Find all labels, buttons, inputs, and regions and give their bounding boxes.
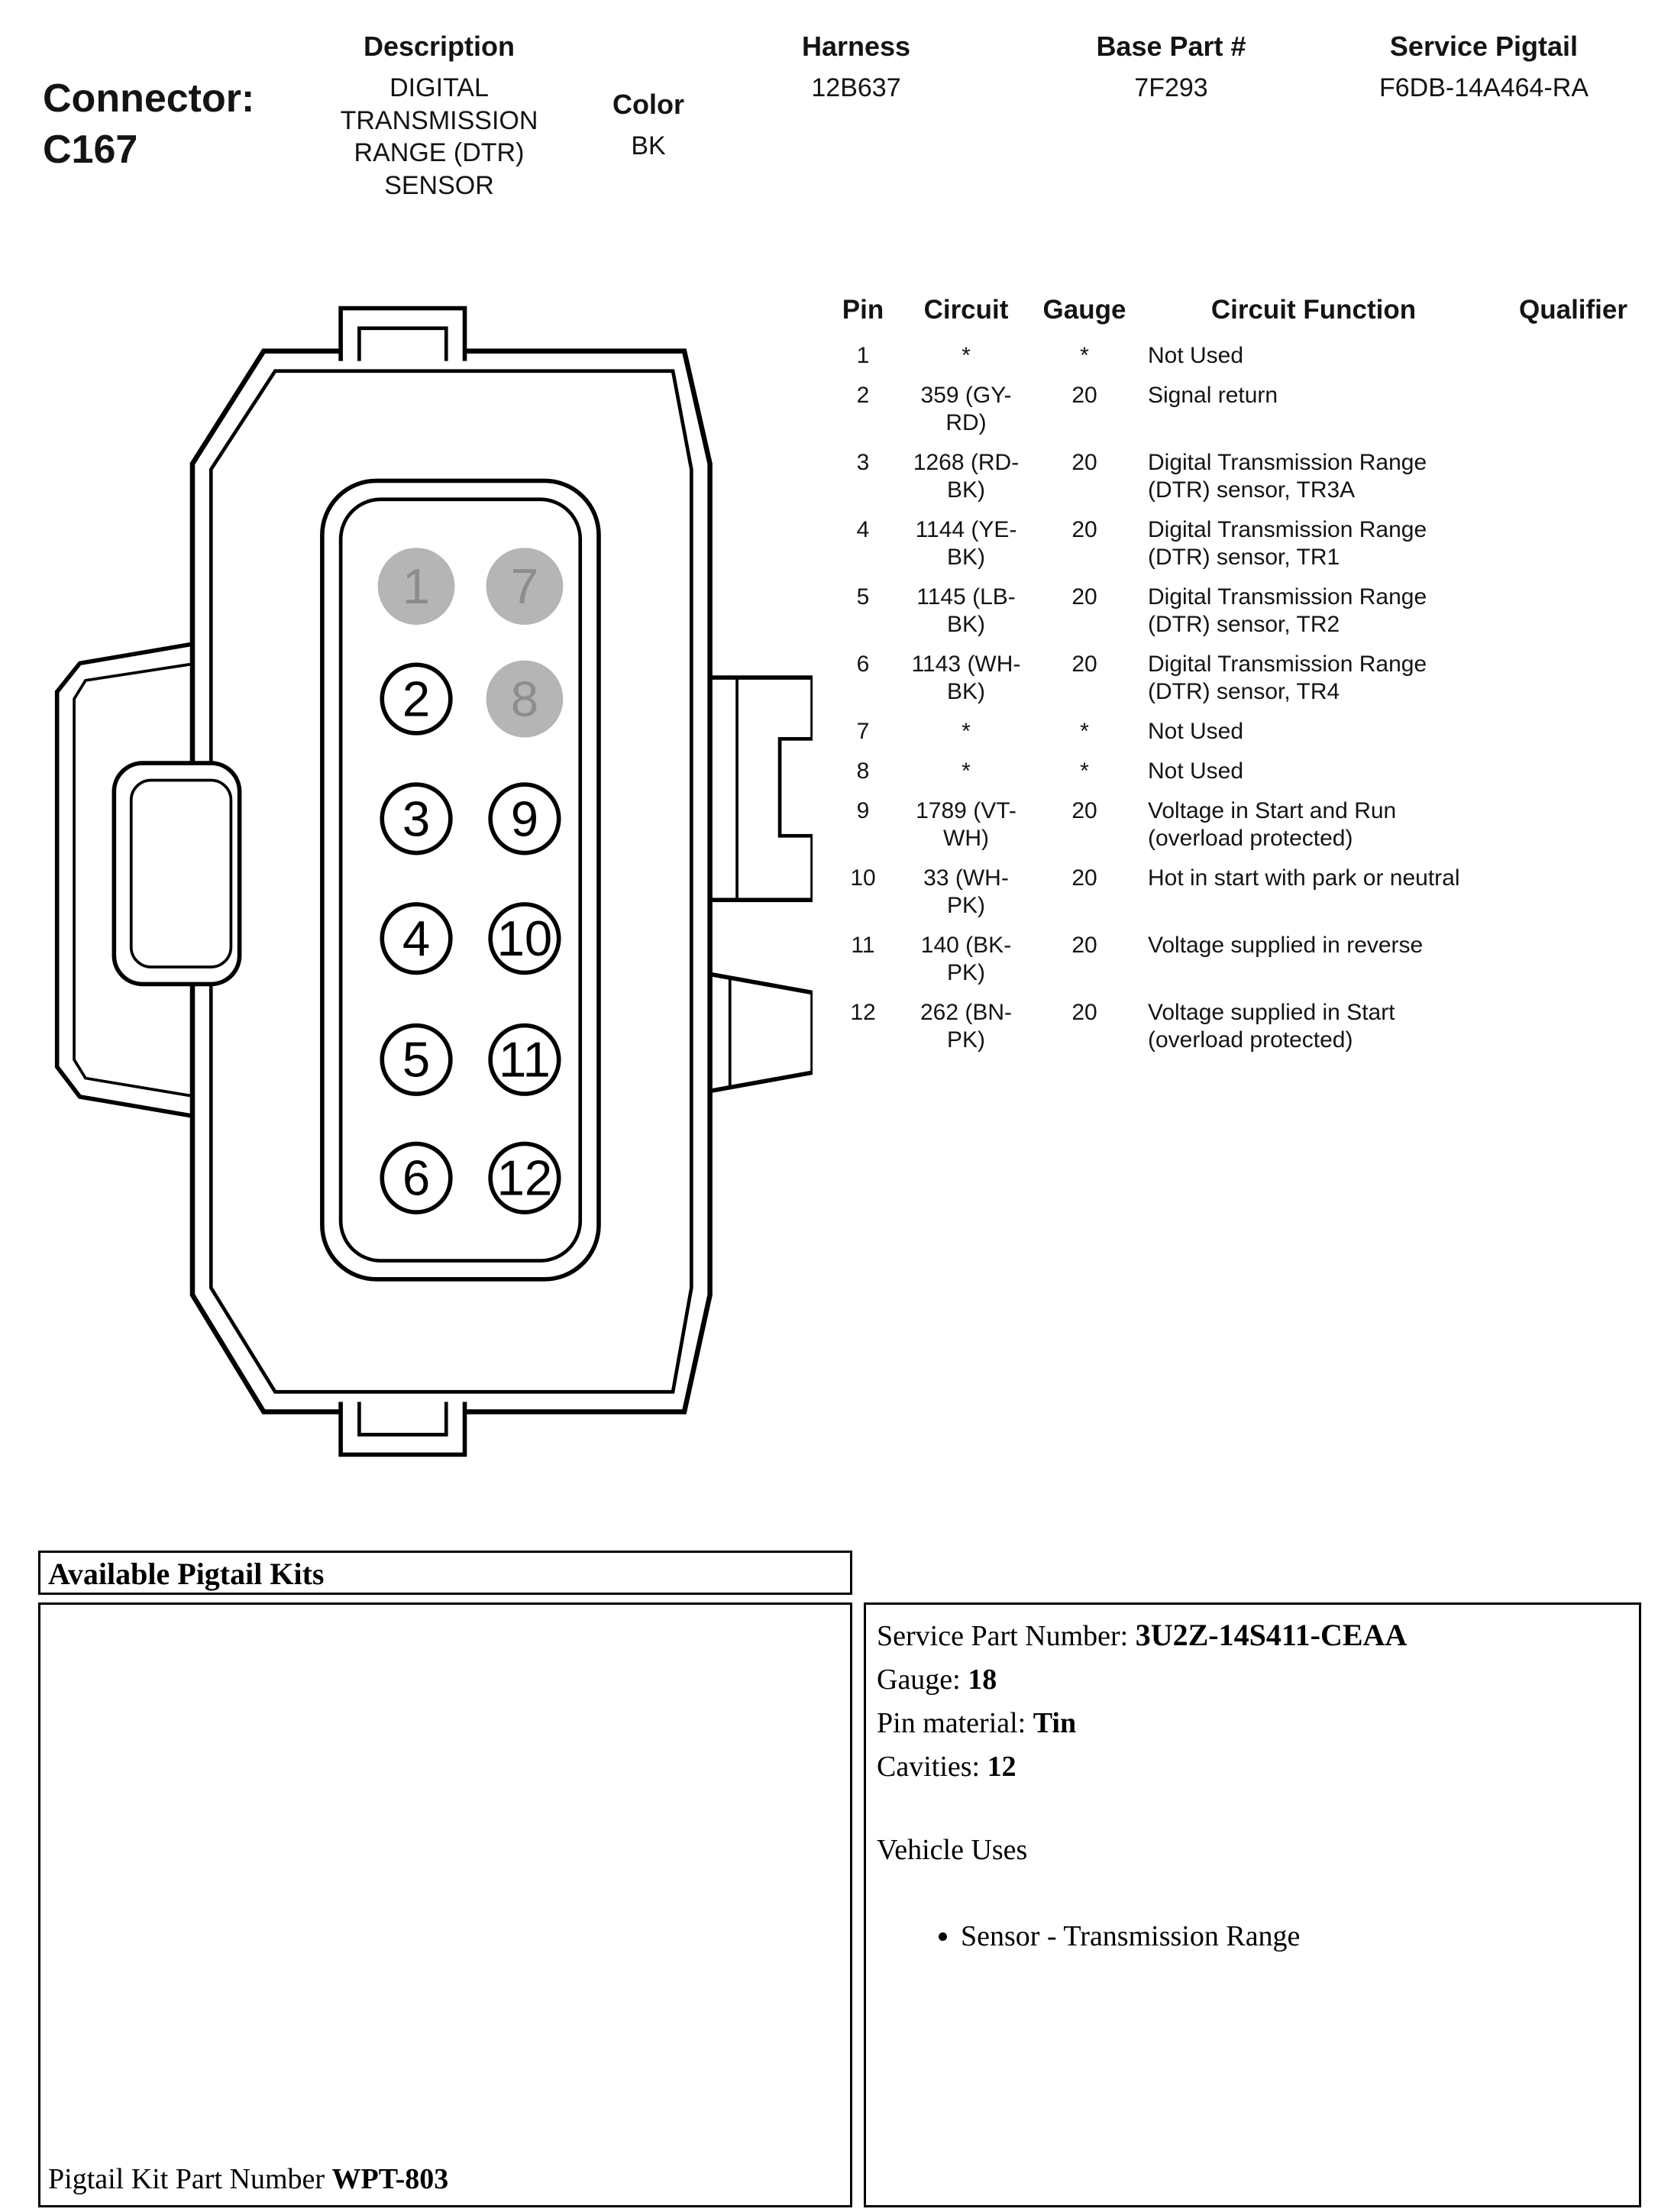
pigtail-kit-part-number-value: WPT-803 <box>331 2163 449 2195</box>
cell-pin: 7 <box>856 719 870 744</box>
base-part-label: Base Part # <box>1096 31 1246 62</box>
pin-table-row <box>836 577 1646 645</box>
pin-table-body <box>836 336 1646 1060</box>
pin-table <box>836 295 1646 1060</box>
service-pigtail-value: F6DB-14A464-RA <box>1378 73 1589 102</box>
harness-value: 12B637 <box>811 73 901 102</box>
cavities-line <box>877 1745 1628 1789</box>
pigtail-kit-panel <box>38 1602 852 2207</box>
pin-table-row <box>836 336 1646 376</box>
pin-table-row <box>836 510 1646 577</box>
cell-circuit: 140 (BK-PK) <box>920 933 1012 985</box>
cell-qualifier <box>1501 510 1646 577</box>
connector-face-diagram <box>43 304 813 1459</box>
cell-circuit: 33 (WH-PK) <box>923 865 1009 918</box>
vehicle-uses-title: Vehicle Uses <box>877 1834 1028 1866</box>
service-part-number-value: 3U2Z-14S411-CEAA <box>1135 1618 1408 1652</box>
cell-function: Digital Transmission Range (DTR) sensor, TR2 <box>1148 584 1427 637</box>
cell-qualifier <box>1501 791 1646 859</box>
cell-function: Digital Transmission Range (DTR) sensor, TR3A <box>1148 450 1427 503</box>
pin-number: 7 <box>510 558 539 614</box>
connector-outline <box>57 309 813 1455</box>
cell-qualifier <box>1501 752 1646 791</box>
description-value: DIGITAL TRANSMISSION RANGE (DTR) SENSOR <box>340 73 538 200</box>
description-label: Description <box>363 31 515 62</box>
cavities-value: 12 <box>987 1751 1016 1783</box>
pin-material-value: Tin <box>1033 1707 1077 1739</box>
header-col-color <box>576 89 721 163</box>
cell-function: Voltage supplied in reverse <box>1148 933 1424 958</box>
pin-number: 11 <box>499 1031 551 1088</box>
col-header-qualifier: Qualifier <box>1519 295 1627 325</box>
service-part-panel <box>864 1602 1641 2207</box>
cell-circuit: 1145 (LB-BK) <box>916 584 1016 637</box>
pigtail-kit-part-number-label: Pigtail Kit Part Number <box>48 2163 325 2195</box>
cell-gauge: 20 <box>1071 933 1097 958</box>
pigtail-kits-title-box <box>38 1551 852 1595</box>
cell-gauge: 20 <box>1071 798 1097 823</box>
pin-table-row <box>836 376 1646 443</box>
pin-table-row <box>836 443 1646 510</box>
cell-function: Digital Transmission Range (DTR) sensor, TR4 <box>1148 652 1427 704</box>
pin-number: 2 <box>402 671 431 727</box>
cell-gauge: 20 <box>1071 450 1097 475</box>
connector-title <box>43 73 254 175</box>
color-value: BK <box>631 131 666 160</box>
cell-pin: 4 <box>856 517 870 542</box>
pin-table-row <box>836 859 1646 926</box>
cell-circuit: 262 (BN-PK) <box>919 1000 1013 1053</box>
pin-number: 4 <box>402 910 431 967</box>
cell-function: Not Used <box>1148 343 1244 368</box>
cell-gauge: 20 <box>1071 652 1097 677</box>
cell-circuit: 1789 (VT-WH) <box>916 798 1016 851</box>
cell-function: Voltage in Start and Run (overload protected) <box>1148 798 1397 851</box>
cell-function: Voltage supplied in Start (overload protected) <box>1148 1000 1395 1053</box>
pin-table-row <box>836 752 1646 791</box>
col-header-circuit: Circuit <box>923 295 1009 325</box>
cell-qualifier <box>1501 926 1646 993</box>
cell-circuit: * <box>962 719 971 744</box>
connector-label: Connector: <box>43 76 255 121</box>
cell-qualifier <box>1501 443 1646 510</box>
header-col-service-pigtail <box>1350 31 1618 105</box>
vehicle-uses-list <box>877 1916 1628 1957</box>
cell-pin: 11 <box>851 933 875 958</box>
cell-qualifier <box>1501 859 1646 926</box>
cell-circuit: 1268 (RD-BK) <box>913 450 1020 503</box>
cell-qualifier <box>1501 993 1646 1060</box>
col-header-pin: Pin <box>842 295 884 325</box>
pigtail-kits-title: Available Pigtail Kits <box>48 1557 325 1591</box>
pin-number: 8 <box>510 671 539 727</box>
cavities-label: Cavities: <box>877 1751 981 1783</box>
connector-id: C167 <box>43 127 138 172</box>
vehicle-use-item: • Sensor - Transmission Range <box>961 1916 1628 1957</box>
right-clip-upper-notch <box>780 739 813 836</box>
gauge-label: Gauge: <box>877 1664 961 1696</box>
pin-number: 6 <box>402 1150 431 1206</box>
cell-pin: 1 <box>856 343 870 368</box>
cell-qualifier <box>1501 645 1646 712</box>
service-pigtail-label: Service Pigtail <box>1389 31 1579 62</box>
harness-label: Harness <box>801 31 911 62</box>
cell-pin: 9 <box>856 798 870 823</box>
cell-pin: 8 <box>856 758 870 784</box>
cell-pin: 10 <box>850 865 876 891</box>
pin-material-line <box>877 1702 1628 1745</box>
pin-number: 9 <box>510 791 539 847</box>
gauge-line <box>877 1658 1628 1702</box>
cell-pin: 2 <box>856 383 870 408</box>
service-part-number-line <box>877 1612 1628 1658</box>
cell-gauge: 20 <box>1071 383 1097 408</box>
base-part-value: 7F293 <box>1134 73 1208 102</box>
cell-pin: 6 <box>856 652 870 677</box>
color-label: Color <box>612 89 684 120</box>
pin-table-row <box>836 926 1646 993</box>
cell-pin: 12 <box>850 1000 876 1025</box>
pin-number: 5 <box>402 1031 431 1088</box>
cell-gauge: 20 <box>1071 865 1097 891</box>
pin-table-row <box>836 645 1646 712</box>
pin-table-header <box>836 295 1646 336</box>
cell-gauge: * <box>1080 719 1089 744</box>
cell-qualifier <box>1501 376 1646 443</box>
cell-gauge: 20 <box>1071 584 1097 610</box>
cell-circuit: 1143 (WH-BK) <box>911 652 1021 704</box>
col-header-gauge: Gauge <box>1042 295 1126 325</box>
cell-circuit: * <box>962 758 971 784</box>
pin-number: 1 <box>402 558 431 614</box>
cell-qualifier <box>1501 577 1646 645</box>
cell-pin: 3 <box>856 450 870 475</box>
cell-function: Not Used <box>1148 758 1244 784</box>
cell-circuit: 359 (GY-RD) <box>920 383 1012 435</box>
pin-number: 10 <box>496 910 553 967</box>
col-header-circuit-function: Circuit Function <box>1210 295 1417 325</box>
pin-table-row <box>836 993 1646 1060</box>
pin-table-row <box>836 791 1646 859</box>
service-part-number-label: Service Part Number: <box>877 1620 1129 1652</box>
cell-function: Digital Transmission Range (DTR) sensor, TR1 <box>1148 517 1427 570</box>
header-col-base-part <box>1074 31 1269 105</box>
cell-circuit: 1144 (YE-BK) <box>915 517 1017 570</box>
right-clip-lower <box>710 974 813 1091</box>
cell-gauge: * <box>1080 343 1089 368</box>
pin-material-label: Pin material: <box>877 1707 1026 1739</box>
pin-number: 12 <box>496 1150 553 1206</box>
cell-pin: 5 <box>856 584 870 610</box>
cell-qualifier <box>1501 336 1646 376</box>
header-col-harness <box>761 31 952 105</box>
header-col-description <box>299 31 579 202</box>
gauge-value: 18 <box>968 1664 997 1696</box>
cell-gauge: * <box>1080 758 1089 784</box>
pin-table-row <box>836 712 1646 752</box>
cell-gauge: 20 <box>1071 517 1097 542</box>
pin-number: 3 <box>402 791 431 847</box>
cell-circuit: * <box>962 343 971 368</box>
cell-gauge: 20 <box>1071 1000 1097 1025</box>
pigtail-kit-part-number-line <box>48 2162 448 2196</box>
cell-function: Signal return <box>1148 383 1278 408</box>
cell-function: Not Used <box>1148 719 1244 744</box>
cell-qualifier <box>1501 712 1646 752</box>
cell-function: Hot in start with park or neutral <box>1148 865 1460 891</box>
